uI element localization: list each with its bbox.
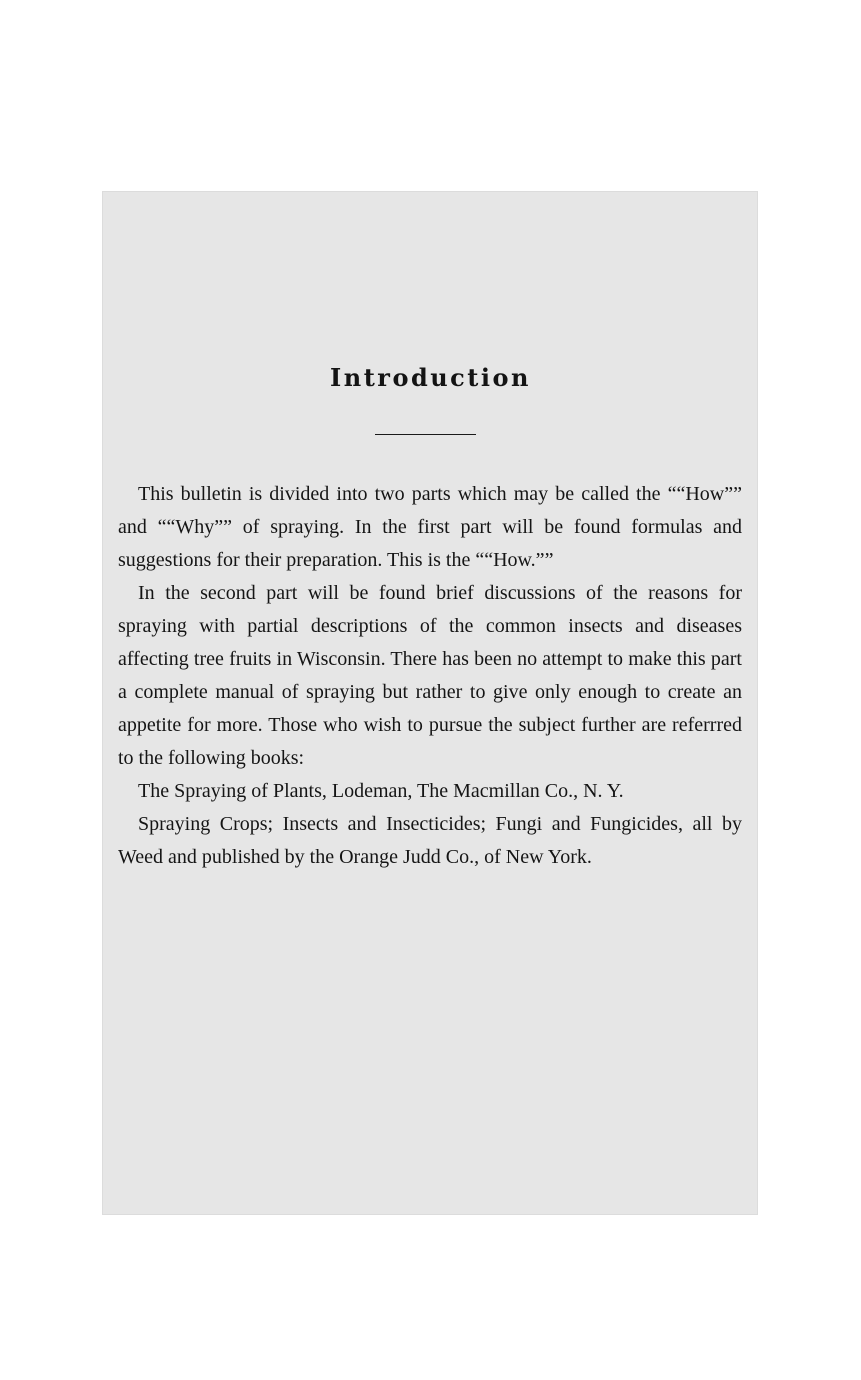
reference-weed: Spraying Crops; Insects and Insecticides; Fungi and Fungicides, all by Weed and published by the Orange Judd Co., of New York. [118,813,742,868]
title-divider [375,434,476,435]
body-text [118,478,742,874]
paragraph-second-part: In the second part will be found brief discussions of the reasons for spraying with partial descriptions of the common insects and diseases affecting tree fruits in Wisconsin. There has been no attempt to make this part a complete manual of spraying but rather to give only enough to create an appetite for more. Those who wish to pursue the subject further are referrred to the following books: [118,582,742,769]
reference-lodeman: The Spraying of Plants, Lodeman, The Macmillan Co., N. Y. [138,780,624,802]
paragraph-intro: This bulletin is divided into two parts which may be called the ““How”” and ““Why”” of spraying. In the first part will be found formulas and suggestions for their preparation. This is the ““How.”” [118,483,742,571]
page-title: Introduction [330,363,531,392]
